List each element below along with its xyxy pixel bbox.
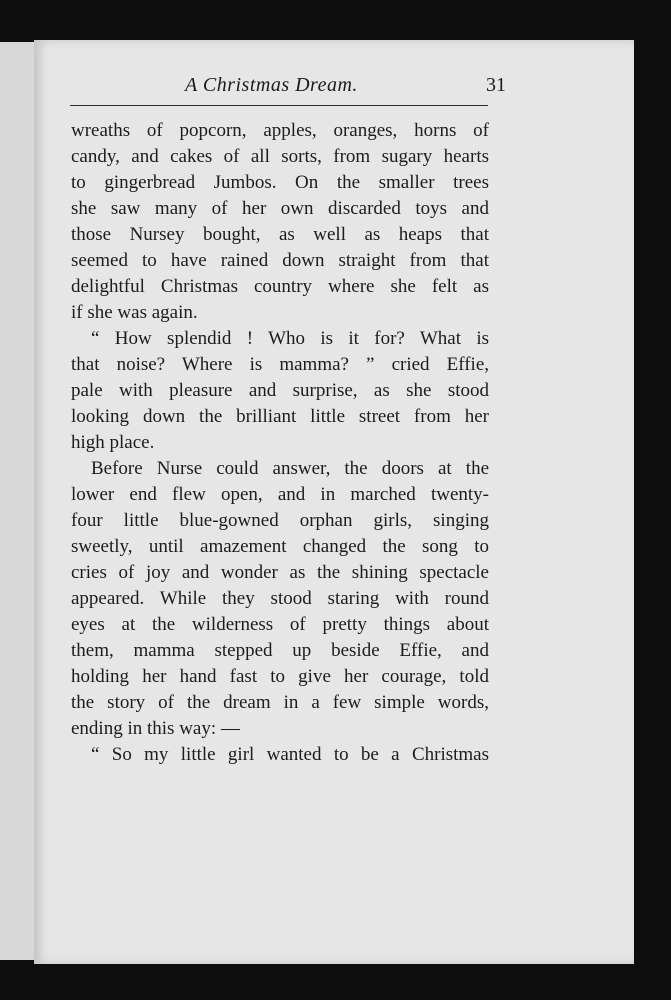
header-rule	[70, 105, 488, 106]
text-line: delightful Christmas country where she felt as	[71, 276, 489, 297]
running-header	[70, 72, 518, 102]
text-line: “ How splendid ! Who is it for? What is	[91, 328, 489, 349]
text-line: cries of joy and wonder as the shining spectacle	[71, 562, 489, 583]
body-text	[71, 118, 489, 768]
text-line: eyes at the wilderness of pretty things about	[71, 614, 489, 635]
text-line: the story of the dream in a few simple words,	[71, 692, 489, 713]
previous-page-edge	[0, 42, 36, 960]
text-line: to gingerbread Jumbos. On the smaller trees	[71, 172, 489, 193]
text-line: Before Nurse could answer, the doors at the	[91, 458, 489, 479]
text-line: sweetly, until amazement changed the song to	[71, 536, 489, 557]
text-line: she saw many of her own discarded toys and	[71, 198, 489, 219]
running-title: A Christmas Dream.	[185, 74, 358, 96]
text-line: candy, and cakes of all sorts, from sugary hearts	[71, 146, 489, 167]
text-line: ending in this way: —	[71, 718, 240, 739]
text-line: those Nursey bought, as well as heaps that	[71, 224, 489, 245]
page-number: 31	[486, 74, 506, 96]
text-line: them, mamma stepped up beside Effie, and	[71, 640, 489, 661]
text-line: lower end flew open, and in marched twenty-	[71, 484, 489, 505]
text-line: holding her hand fast to give her courage, told	[71, 666, 489, 687]
text-line: wreaths of popcorn, apples, oranges, horns of	[71, 120, 489, 141]
text-line: seemed to have rained down straight from that	[71, 250, 489, 271]
text-line: that noise? Where is mamma? ” cried Effie,	[71, 354, 489, 375]
text-line: pale with pleasure and surprise, as she stood	[71, 380, 489, 401]
text-line: looking down the brilliant little street from her	[71, 406, 489, 427]
text-line: if she was again.	[71, 302, 198, 323]
text-line: high place.	[71, 432, 155, 453]
text-line: four little blue-gowned orphan girls, singing	[71, 510, 489, 531]
text-line: “ So my little girl wanted to be a Christmas	[91, 744, 489, 765]
text-line: appeared. While they stood staring with round	[71, 588, 489, 609]
